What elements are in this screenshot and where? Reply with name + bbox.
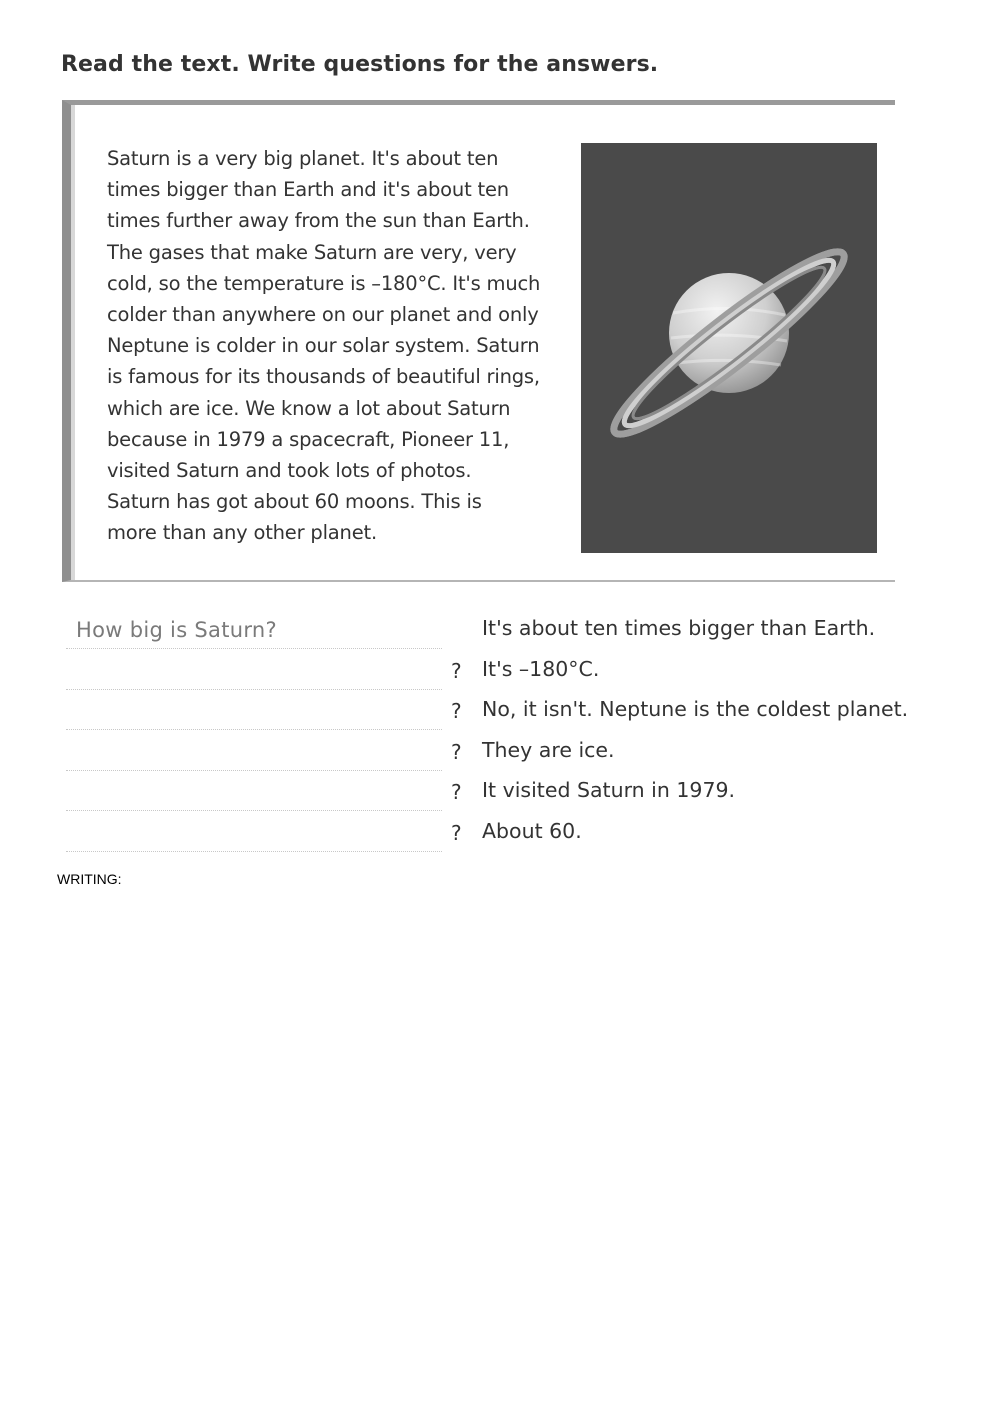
reading-line: because in 1979 a spacecraft, Pioneer 11, <box>107 427 510 451</box>
question-line[interactable] <box>66 657 442 690</box>
reading-passage <box>107 143 557 549</box>
question-line[interactable] <box>66 616 442 649</box>
instruction-heading: Read the text. Write questions for the answers. <box>61 52 659 77</box>
reading-line: is famous for its thousands of beautiful rings, <box>107 365 540 389</box>
qa-row <box>66 657 926 697</box>
answer-text: It's –180°C. <box>482 657 600 681</box>
example-question: How big is Saturn? <box>76 618 277 642</box>
reading-line: Saturn is a very big planet. It's about ten <box>107 147 499 170</box>
question-line[interactable] <box>66 778 442 811</box>
writing-label: WRITING: <box>57 871 122 887</box>
qa-row <box>66 616 926 656</box>
qa-row <box>66 819 926 859</box>
question-line[interactable] <box>66 819 442 852</box>
reading-text-box <box>62 100 895 582</box>
reading-line: more than any other planet. <box>107 521 377 545</box>
question-mark: ? <box>451 740 462 764</box>
saturn-image <box>581 143 877 553</box>
qa-row <box>66 778 926 818</box>
reading-line: colder than anywhere on our planet and only <box>107 303 539 327</box>
question-mark: ? <box>451 780 462 804</box>
question-mark: ? <box>451 821 462 845</box>
reading-line: Saturn has got about 60 moons. This is <box>107 490 482 514</box>
reading-line: cold, so the temperature is –180°C. It's much <box>107 271 541 295</box>
question-line[interactable] <box>66 738 442 771</box>
reading-line: The gases that make Saturn are very, very <box>107 240 517 264</box>
question-mark: ? <box>451 659 462 683</box>
qa-row <box>66 697 926 737</box>
reading-line: times further away from the sun than Earth. <box>107 209 530 233</box>
reading-line: which are ice. We know a lot about Saturn <box>107 396 511 420</box>
question-line[interactable] <box>66 697 442 730</box>
qa-row <box>66 738 926 778</box>
reading-line: times bigger than Earth and it's about ten <box>107 178 509 202</box>
answer-text: It's about ten times bigger than Earth. <box>482 616 876 640</box>
reading-line: visited Saturn and took lots of photos. <box>107 459 472 483</box>
answer-text: They are ice. <box>482 738 615 762</box>
answer-text: About 60. <box>482 819 582 843</box>
answer-text: It visited Saturn in 1979. <box>482 778 736 802</box>
reading-line: Neptune is colder in our solar system. Saturn <box>107 334 540 358</box>
answer-text: No, it isn't. Neptune is the coldest planet. <box>482 697 909 721</box>
question-mark: ? <box>451 699 462 723</box>
